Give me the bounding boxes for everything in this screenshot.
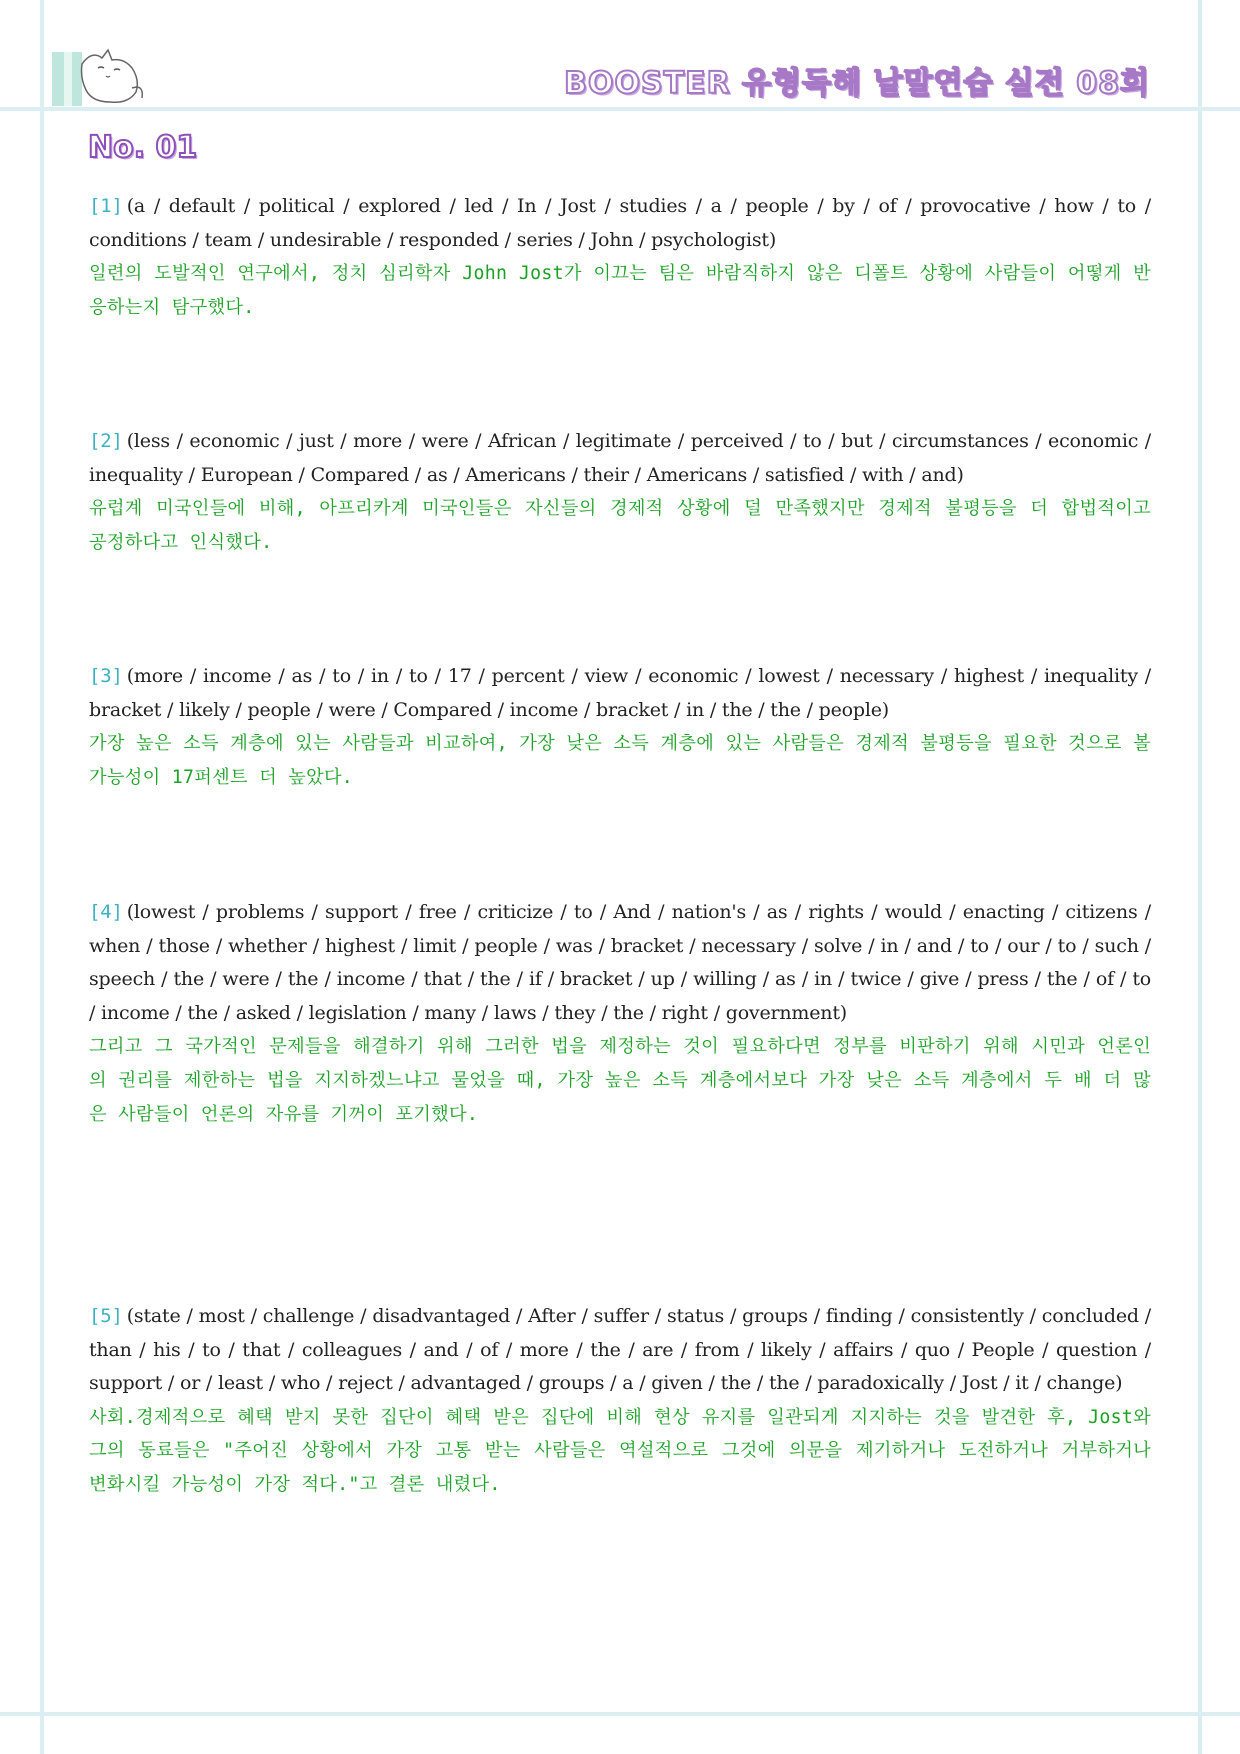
item-number: [2] bbox=[89, 430, 123, 452]
page-number-label: No. 01 bbox=[88, 130, 198, 165]
word-list: (lowest / problems / support / free / criticize / to / And / nation's / as / rights / would / enacting / citizens / when / those / whether / highest / limit / people / was / bracket / necessary / solve / in / and / to / our / to / such / speech / the / were / the / income / that / the / if / bracket / up / willing / as / in / twice / give / press / the / of / to / income / the / asked / legislation / many / laws / they / the / right / government) bbox=[89, 901, 1151, 1024]
exercise-item-5 bbox=[89, 1300, 1151, 1502]
item-number: [3] bbox=[89, 665, 123, 687]
item-number: [5] bbox=[89, 1305, 123, 1327]
korean-translation: 사회.경제적으로 혜택 받지 못한 집단이 혜택 받은 집단에 비해 현상 유지를 일관되게 지지하는 것을 발견한 후, Jost와 그의 동료들은 "주어진 상황에서 가장 고통 받는 사람들은 역설적으로 그것에 의문을 제기하거나 도전하거나 거부하거나 변화시킬 가능성이 가장 적다."고 결론 내렸다. bbox=[89, 1406, 1151, 1495]
exercise-item-1 bbox=[89, 190, 1151, 324]
korean-translation: 가장 높은 소득 계층에 있는 사람들과 비교하여, 가장 낮은 소득 계층에 있는 사람들은 경제적 불평등을 필요한 것으로 볼 가능성이 17퍼센트 더 높았다. bbox=[89, 733, 1151, 788]
korean-translation: 유럽계 미국인들에 비해, 아프리카계 미국인들은 자신들의 경제적 상황에 덜 만족했지만 경제적 불평등을 더 합법적이고 공정하다고 인식했다. bbox=[89, 498, 1151, 553]
word-list: (less / economic / just / more / were / African / legitimate / perceived / to / but / circumstances / economic / inequality / European / Compared / as / Americans / their / Americans / satisfied / with / and) bbox=[89, 430, 1151, 486]
scrambled-words bbox=[89, 425, 1151, 492]
scrambled-words bbox=[89, 1300, 1151, 1401]
exercise-item-2 bbox=[89, 425, 1151, 559]
frame-left-line bbox=[40, 0, 44, 1754]
frame-right-line bbox=[1198, 0, 1202, 1754]
exercise-item-4 bbox=[89, 896, 1151, 1131]
cat-logo-icon bbox=[52, 44, 144, 106]
scrambled-words bbox=[89, 660, 1151, 727]
scrambled-words bbox=[89, 190, 1151, 257]
scrambled-words bbox=[89, 896, 1151, 1030]
korean-translation: 일련의 도발적인 연구에서, 정치 심리학자 John Jost가 이끄는 팀은 바람직하지 않은 디폴트 상황에 사람들이 어떻게 반응하는지 탐구했다. bbox=[89, 263, 1151, 318]
header-title: BOOSTER 유형독해 낱말연습 실전 08회 bbox=[564, 66, 1150, 101]
item-number: [1] bbox=[89, 195, 123, 217]
frame-top-line bbox=[0, 107, 1240, 111]
word-list: (more / income / as / to / in / to / 17 / percent / view / economic / lowest / necessary / highest / inequality / bracket / likely / people / were / Compared / income / bracket / in / the / the / people) bbox=[89, 665, 1151, 721]
word-list: (a / default / political / explored / led / In / Jost / studies / a / people / by / of / provocative / how / to / conditions / team / undesirable / responded / series / John / psychologist) bbox=[89, 195, 1151, 251]
frame-bottom-line bbox=[0, 1712, 1240, 1716]
exercise-item-3 bbox=[89, 660, 1151, 794]
item-number: [4] bbox=[89, 901, 123, 923]
korean-translation: 그리고 그 국가적인 문제들을 해결하기 위해 그러한 법을 제정하는 것이 필요하다면 정부를 비판하기 위해 시민과 언론인의 권리를 제한하는 법을 지지하겠느냐고 물었을 때, 가장 높은 소득 계층에서보다 가장 낮은 소득 계층에서 두 배 더 많은 사람들이 언론의 자유를 기꺼이 포기했다. bbox=[89, 1036, 1151, 1125]
word-list: (state / most / challenge / disadvantaged / After / suffer / status / groups / finding / consistently / concluded / than / his / to / that / colleagues / and / of / more / the / are / from / likely / affairs / quo / People / question / support / or / least / who / reject / advantaged / groups / a / given / the / the / paradoxically / Jost / it / change) bbox=[89, 1305, 1151, 1395]
